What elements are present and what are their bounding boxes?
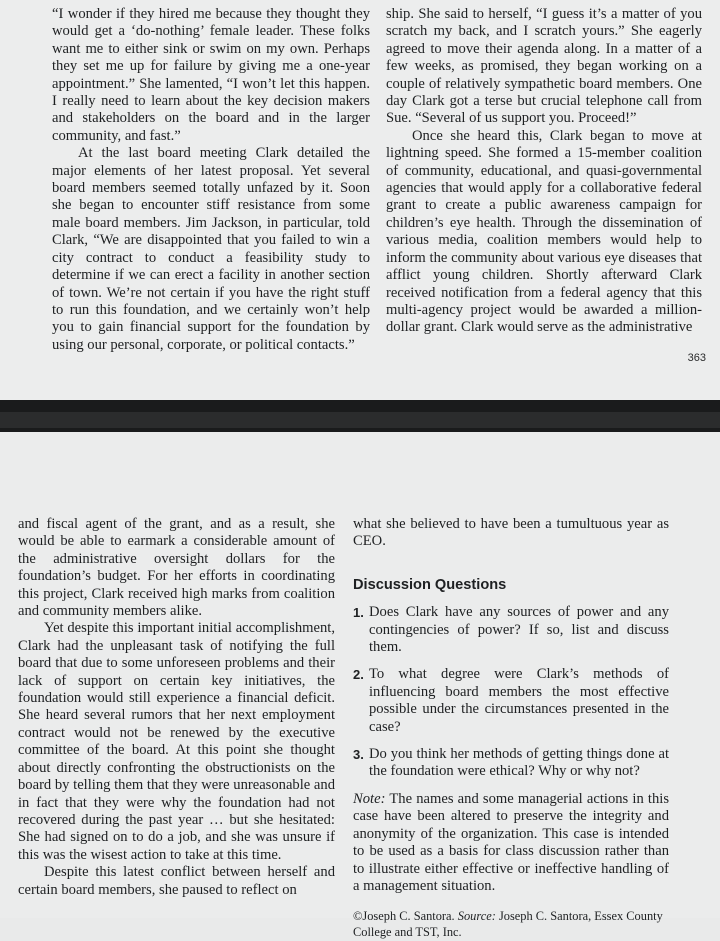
paragraph: what she believed to have been a tumultuous year as CEO.	[353, 516, 669, 550]
copyright-line	[353, 909, 669, 940]
question-item	[353, 604, 669, 656]
question-text: Do you think her methods of getting things done at the foundation were ethical? Why or why not?	[369, 746, 669, 780]
paragraph: “I wonder if they hired me because they thought they would get a ‘do-nothing’ female leader. These folks want me to either sink or swim on my own. Perhaps they set me up for failure by giving me a one-year appointment.” She lamented, “I won’t let this happen. I really need to learn about the key decision makers and stakeholders on the board and in the larger community, and fast.”	[52, 6, 370, 144]
top-right-column	[386, 6, 702, 337]
bottom-right-column	[353, 516, 669, 941]
note-label: Note:	[353, 790, 386, 807]
case-note	[353, 791, 669, 895]
copyright-author: ©Joseph C. Santora.	[353, 909, 455, 924]
section-heading: Discussion Questions	[353, 576, 507, 593]
paragraph: and fiscal agent of the grant, and as a result, she would be able to earmark a considerable amount of the administrative oversight dollars for the foundation’s budget. For her efforts in coordinating this project, Clark received high marks from coalition and community members alike.	[18, 516, 335, 620]
source-text: Joseph C. Santora, Essex County College and TST, Inc.	[353, 909, 663, 939]
question-number: 3.	[353, 747, 364, 763]
paragraph: At the last board meeting Clark detailed the major elements of her latest proposal. Yet several board members seemed totally unfazed by it. Soon she began to encounter stiff resistance from some male board members. Jim Jackson, in particular, told Clark, “We are disappointed that you failed to win a city contract to conduct a feasibility study to determine if we can erect a facility in another section of town. We’re not certain if you have the right stuff to run this foundation, and we certainly won’t help you to gain financial support for the foundation by using our personal, corporate, or political contacts.”	[52, 145, 370, 353]
page-edge-shadow	[0, 412, 720, 428]
paragraph: Despite this latest conflict between herself and certain board members, she paused to reflect on	[18, 864, 335, 898]
page-top	[0, 0, 720, 400]
question-number: 2.	[353, 667, 364, 683]
question-number: 1.	[353, 605, 364, 621]
question-text: Does Clark have any sources of power and any contingencies of power? If so, list and discuss them.	[369, 604, 669, 656]
paragraph: Once she heard this, Clark began to move at lightning speed. She formed a 15-member coalition of community, educational, and quasi-governmental agencies that would apply for a collaborative federal grant to create a public awareness campaign for children’s eye health. Through the dissemination of various media, coalition members would help to inform the community about various eye diseases that afflict young children. Shortly afterward Clark received notification from a federal agency that this multi-agency project would be awarded a million-dollar grant. Clark would serve as the administrative	[386, 127, 702, 336]
note-text: The names and some managerial actions in this case have been altered to preserve the integrity and anonymity of the organization. This case is intended to be used as a basis for class discussion rather than to illustrate either effective or ineffective handling of a management situation.	[353, 790, 670, 894]
paragraph: Yet despite this important initial accomplishment, Clark had the unpleasant task of notifying the full board that due to some unforeseen problems and their lack of support on certain key initiatives, the foundation would still experience a financial deficit. She heard several rumors that her next employment contract would not be renewed by the executive committee of the board. At this point she thought about directly confronting the obstructionists on the board by telling them that they were unreasonable and in fact that they were why the foundation had not recovered during the past year … but she hesitated: She had signed on to do a job, and she was unsure if this was the wisest action to take at this time.	[18, 620, 335, 863]
question-text: To what degree were Clark’s methods of influencing board members the most effective possible under the circumstances presented in the case?	[369, 666, 669, 735]
question-item	[353, 666, 669, 736]
paragraph: ship. She said to herself, “I guess it’s a matter of you scratch my back, and I scratch yours.” She eagerly agreed to move their agenda along. In a matter of a few weeks, as promised, they began working on a couple of relatively sympathetic board members. One day Clark got a terse but crucial telephone call from Sue. “Several of us support you. Proceed!”	[386, 6, 702, 127]
question-item	[353, 746, 669, 781]
top-left-column	[52, 6, 370, 354]
question-list	[353, 604, 669, 781]
bottom-left-column	[18, 516, 335, 899]
page-number: 363	[687, 352, 706, 364]
source-label: Source:	[457, 909, 496, 924]
